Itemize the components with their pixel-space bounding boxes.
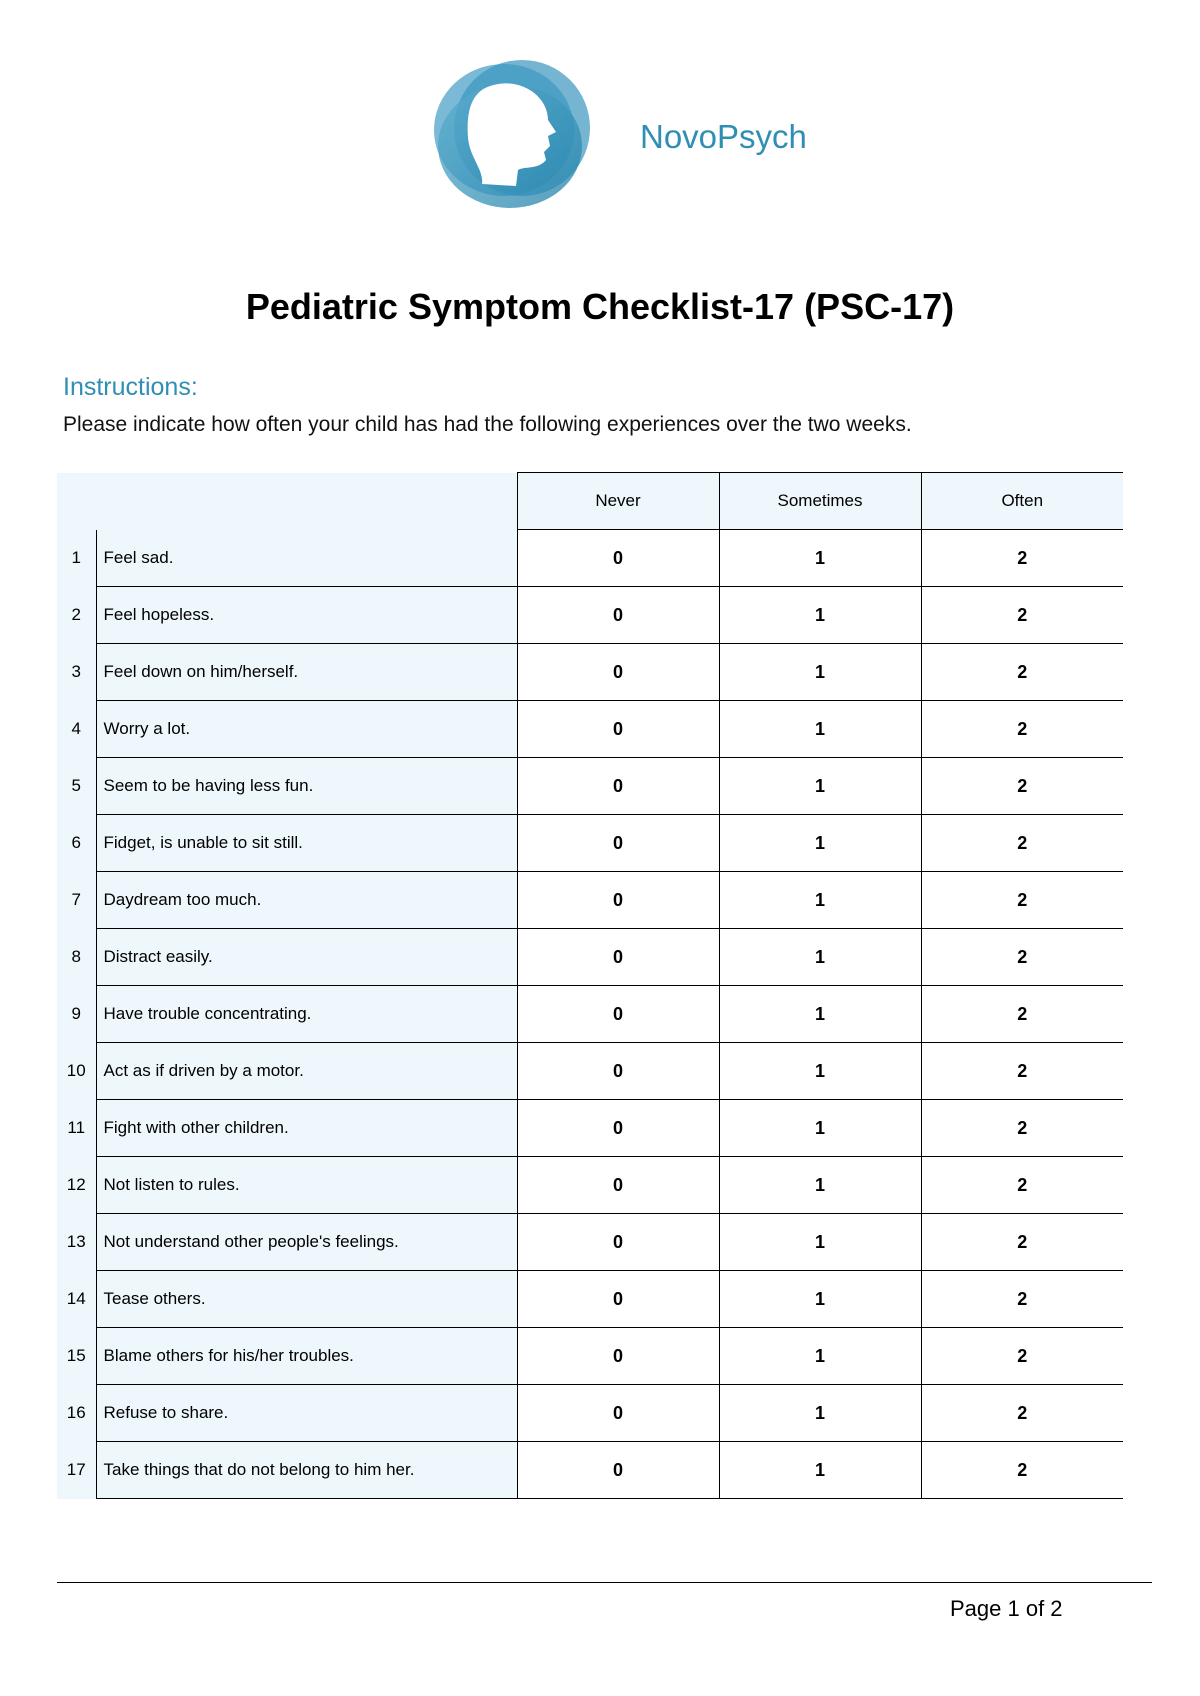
score-often[interactable]: 2 (921, 758, 1123, 815)
column-header-never: Never (517, 473, 719, 530)
symptom-checklist-table (57, 472, 1123, 1499)
score-often[interactable]: 2 (921, 530, 1123, 587)
score-never[interactable]: 0 (517, 1328, 719, 1385)
table-row (57, 587, 1123, 644)
score-often[interactable]: 2 (921, 1157, 1123, 1214)
score-sometimes[interactable]: 1 (719, 929, 921, 986)
score-sometimes[interactable]: 1 (719, 1442, 921, 1499)
score-never[interactable]: 0 (517, 1385, 719, 1442)
score-never[interactable]: 0 (517, 872, 719, 929)
score-sometimes[interactable]: 1 (719, 587, 921, 644)
column-header-often: Often (921, 473, 1123, 530)
footer-divider (57, 1582, 1152, 1583)
page-number: Page 1 of 2 (950, 1596, 1063, 1621)
score-sometimes[interactable]: 1 (719, 1043, 921, 1100)
table-row (57, 815, 1123, 872)
score-often[interactable]: 2 (921, 701, 1123, 758)
item-number: 3 (57, 644, 96, 701)
table-row (57, 929, 1123, 986)
table-row (57, 1385, 1123, 1442)
score-never[interactable]: 0 (517, 929, 719, 986)
score-never[interactable]: 0 (517, 701, 719, 758)
score-often[interactable]: 2 (921, 1328, 1123, 1385)
table-row (57, 644, 1123, 701)
item-text: Distract easily. (96, 929, 517, 986)
item-text: Not understand other people's feelings. (96, 1214, 517, 1271)
score-never[interactable]: 0 (517, 815, 719, 872)
score-often[interactable]: 2 (921, 1385, 1123, 1442)
item-text: Fight with other children. (96, 1100, 517, 1157)
score-often[interactable]: 2 (921, 1214, 1123, 1271)
table-header-row (57, 473, 1123, 530)
table-row (57, 986, 1123, 1043)
instructions-text: Please indicate how often your child has had the following experiences over the two weeks. (63, 413, 912, 436)
score-often[interactable]: 2 (921, 1271, 1123, 1328)
item-number: 2 (57, 587, 96, 644)
score-sometimes[interactable]: 1 (719, 644, 921, 701)
item-text: Act as if driven by a motor. (96, 1043, 517, 1100)
item-number: 4 (57, 701, 96, 758)
score-never[interactable]: 0 (517, 530, 719, 587)
novopsych-logo-icon (430, 58, 595, 213)
item-number: 12 (57, 1157, 96, 1214)
table-row (57, 530, 1123, 587)
table-row (57, 872, 1123, 929)
page-title: Pediatric Symptom Checklist-17 (PSC-17) (245, 286, 955, 327)
table-row (57, 1214, 1123, 1271)
score-sometimes[interactable]: 1 (719, 986, 921, 1043)
score-often[interactable]: 2 (921, 986, 1123, 1043)
score-often[interactable]: 2 (921, 815, 1123, 872)
column-header-sometimes: Sometimes (719, 473, 921, 530)
brand-name: NovoPsych (640, 118, 807, 155)
item-text: Take things that do not belong to him her. (96, 1442, 517, 1499)
score-often[interactable]: 2 (921, 644, 1123, 701)
item-text: Seem to be having less fun. (96, 758, 517, 815)
item-number: 8 (57, 929, 96, 986)
score-never[interactable]: 0 (517, 1100, 719, 1157)
item-number: 11 (57, 1100, 96, 1157)
item-number: 13 (57, 1214, 96, 1271)
item-number: 6 (57, 815, 96, 872)
score-sometimes[interactable]: 1 (719, 1328, 921, 1385)
table-row (57, 1100, 1123, 1157)
item-number: 10 (57, 1043, 96, 1100)
item-number: 17 (57, 1442, 96, 1499)
item-text: Worry a lot. (96, 701, 517, 758)
score-sometimes[interactable]: 1 (719, 530, 921, 587)
score-often[interactable]: 2 (921, 1100, 1123, 1157)
table-row (57, 1043, 1123, 1100)
item-text: Feel sad. (96, 530, 517, 587)
score-sometimes[interactable]: 1 (719, 701, 921, 758)
item-number: 14 (57, 1271, 96, 1328)
item-text: Refuse to share. (96, 1385, 517, 1442)
score-never[interactable]: 0 (517, 1271, 719, 1328)
item-text: Tease others. (96, 1271, 517, 1328)
score-never[interactable]: 0 (517, 587, 719, 644)
item-text: Have trouble concentrating. (96, 986, 517, 1043)
score-often[interactable]: 2 (921, 929, 1123, 986)
header-blank-item (96, 473, 517, 530)
item-text: Fidget, is unable to sit still. (96, 815, 517, 872)
item-text: Daydream too much. (96, 872, 517, 929)
item-number: 16 (57, 1385, 96, 1442)
table-row (57, 758, 1123, 815)
item-number: 9 (57, 986, 96, 1043)
instructions-heading: Instructions: (63, 373, 198, 401)
score-never[interactable]: 0 (517, 758, 719, 815)
score-never[interactable]: 0 (517, 1442, 719, 1499)
score-never[interactable]: 0 (517, 644, 719, 701)
score-often[interactable]: 2 (921, 872, 1123, 929)
item-text: Feel down on him/herself. (96, 644, 517, 701)
score-sometimes[interactable]: 1 (719, 1214, 921, 1271)
score-sometimes[interactable]: 1 (719, 758, 921, 815)
score-often[interactable]: 2 (921, 587, 1123, 644)
item-number: 5 (57, 758, 96, 815)
score-sometimes[interactable]: 1 (719, 1100, 921, 1157)
table-row (57, 1157, 1123, 1214)
score-sometimes[interactable]: 1 (719, 1385, 921, 1442)
item-number: 7 (57, 872, 96, 929)
score-often[interactable]: 2 (921, 1043, 1123, 1100)
table-row (57, 1328, 1123, 1385)
item-text: Feel hopeless. (96, 587, 517, 644)
score-never[interactable]: 0 (517, 1157, 719, 1214)
table-row (57, 701, 1123, 758)
score-never[interactable]: 0 (517, 1214, 719, 1271)
table-row (57, 1271, 1123, 1328)
score-sometimes[interactable]: 1 (719, 815, 921, 872)
header-blank (57, 473, 96, 530)
item-text: Not listen to rules. (96, 1157, 517, 1214)
score-sometimes[interactable]: 1 (719, 872, 921, 929)
item-number: 15 (57, 1328, 96, 1385)
score-never[interactable]: 0 (517, 986, 719, 1043)
score-never[interactable]: 0 (517, 1043, 719, 1100)
item-number: 1 (57, 530, 96, 587)
score-often[interactable]: 2 (921, 1442, 1123, 1499)
score-sometimes[interactable]: 1 (719, 1157, 921, 1214)
table-row (57, 1442, 1123, 1499)
score-sometimes[interactable]: 1 (719, 1271, 921, 1328)
item-text: Blame others for his/her troubles. (96, 1328, 517, 1385)
